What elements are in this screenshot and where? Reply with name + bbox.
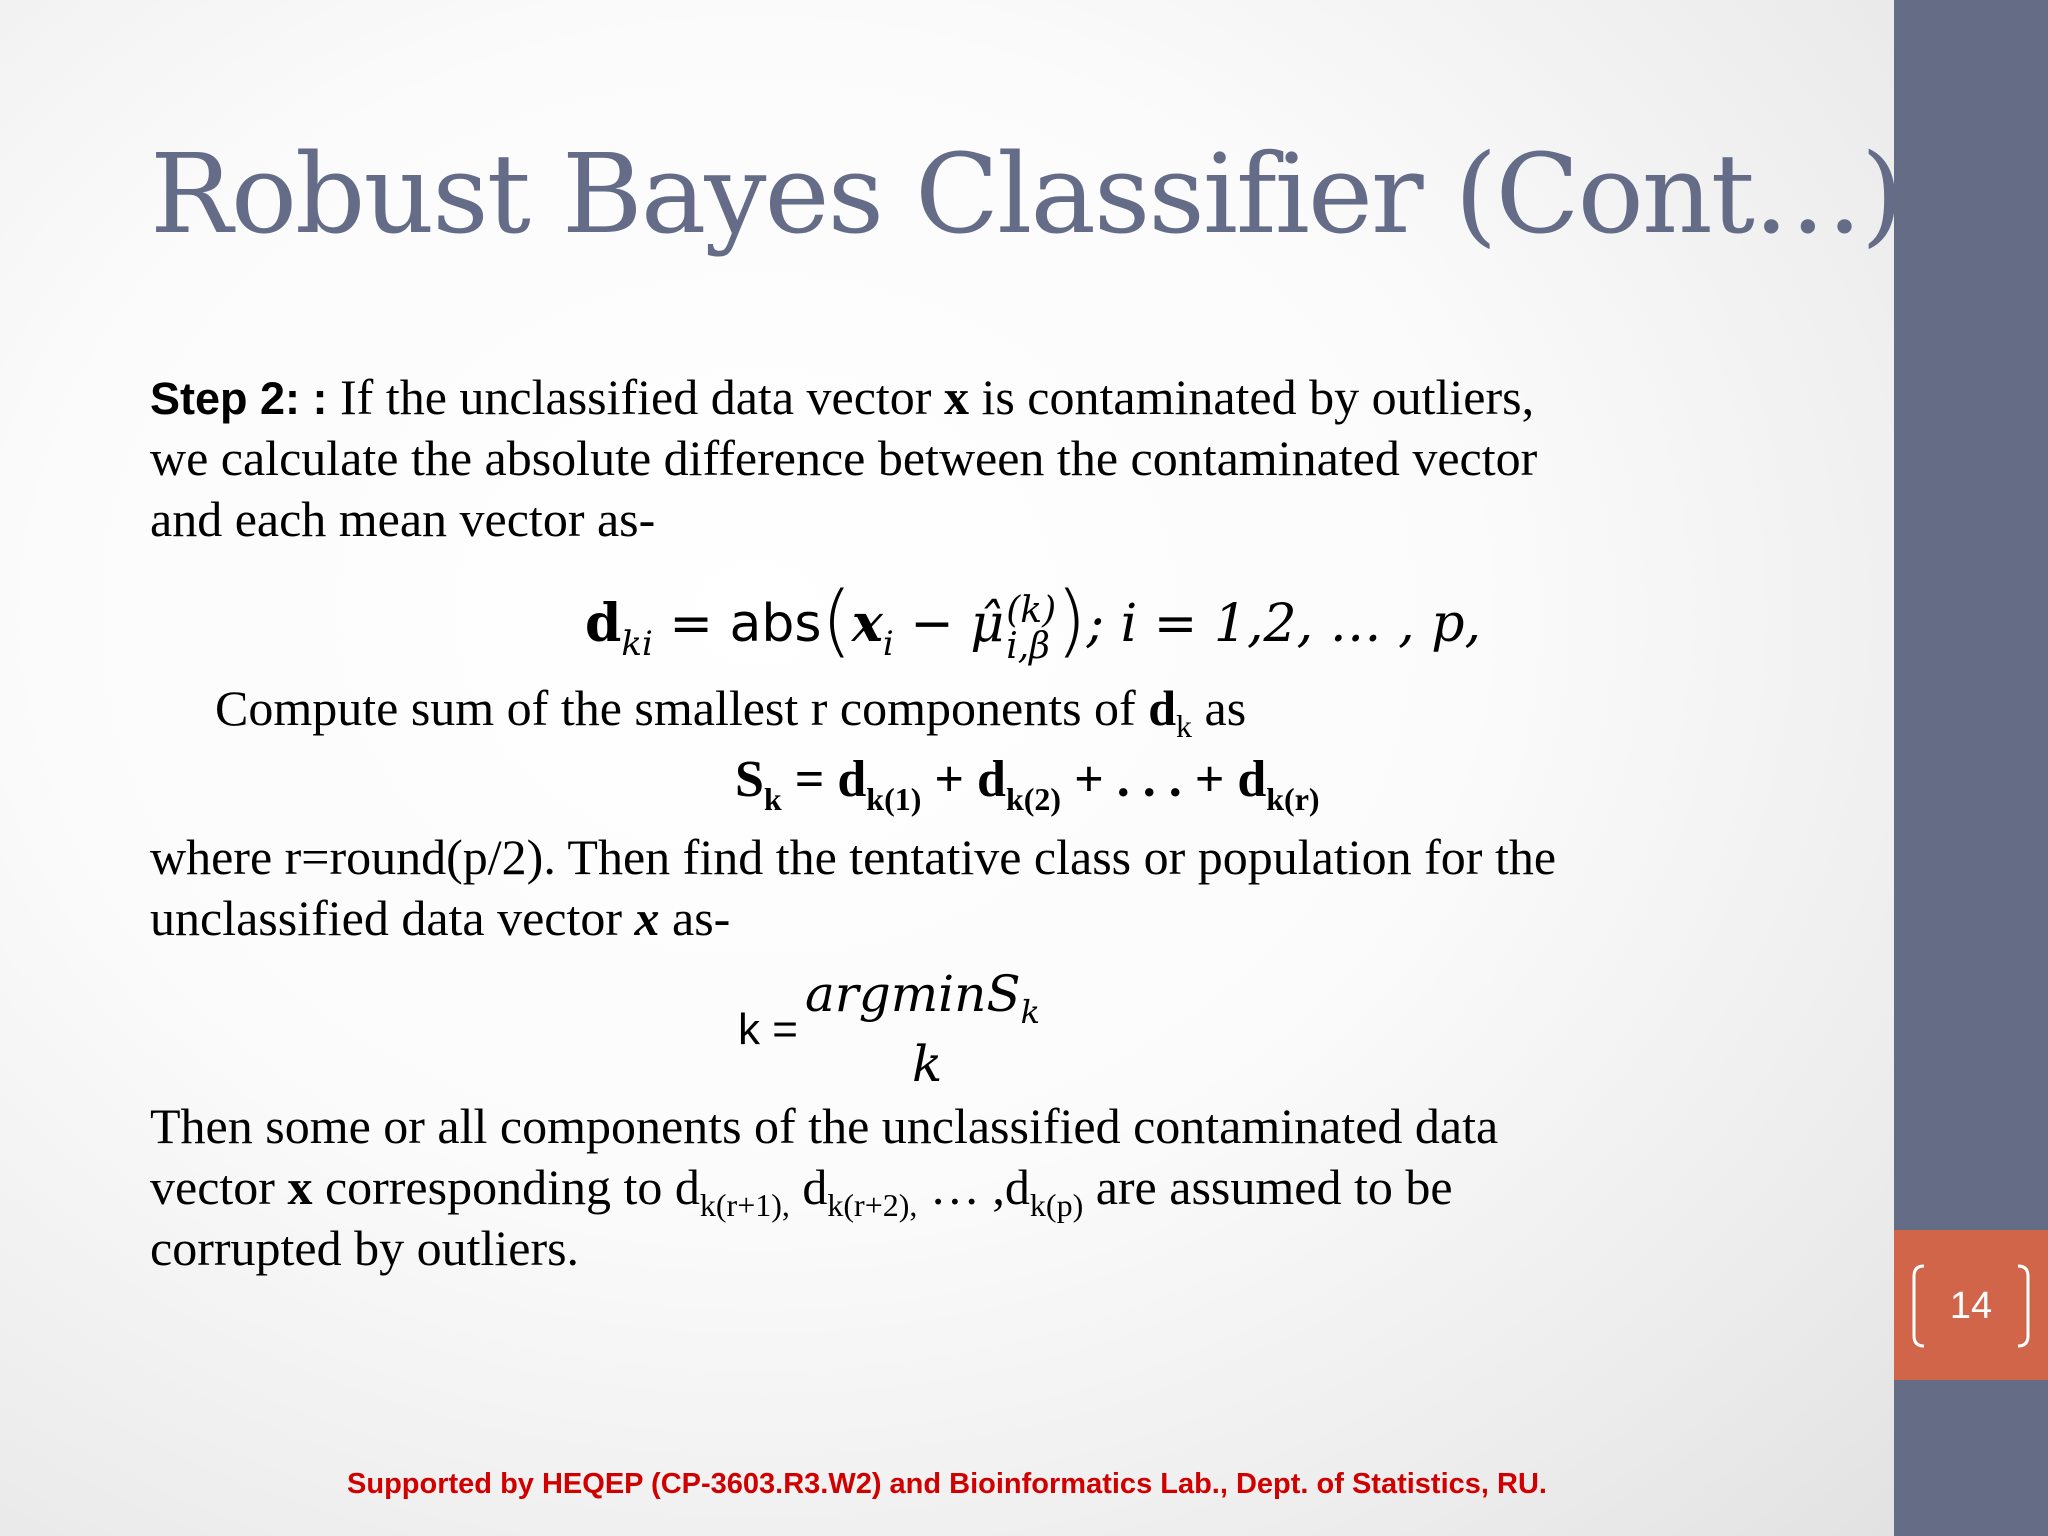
step-paragraph-line1: Step 2: : If the unclassified data vector x is contaminated by outliers, xyxy=(150,369,1535,425)
sum-formula: $S_k = d_{k(1)} + d_{k(2)}$ + . . . + $d_{k(r)}$ xyxy=(735,751,1320,817)
where-line1: where r=round(p/2). Then find the tentative class or population for the xyxy=(150,829,1557,885)
step-paragraph-line2: we calculate the absolute difference between the contaminated vector xyxy=(150,430,1538,486)
compute-line: Compute sum of the smallest r components of $d_k$ as xyxy=(215,680,1247,744)
vector-x: x xyxy=(943,369,969,425)
page-number: 14 xyxy=(1949,1285,1993,1327)
argmin-bottom: k xyxy=(912,1035,943,1093)
step-label: Step 2: : xyxy=(150,373,328,424)
argmin-lhs: k = xyxy=(738,1005,798,1054)
step-paragraph-line3: and each mean vector as- xyxy=(150,491,656,547)
conclusion-line1: Then some or all components of the unclassified contaminated data xyxy=(150,1098,1499,1154)
slide-title: Robust Bayes Classifier (Cont…) xyxy=(150,130,1902,258)
footer-credit: Supported by HEQEP (CP-3603.R3.W2) and Bioinformatics Lab., Dept. of Statistics, RU. xyxy=(347,1468,1547,1500)
conclusion-line2: vector x corresponding to $d_{k(r+1),}$ $d_{k(r+2),}$ … $,d_{k(p)}$ are assumed to be xyxy=(150,1159,1453,1223)
difference-formula: $d_{ki} = abs(x_i$ − μ̂ (k) i,β ); i = 1,2, … , p, xyxy=(585,576,1482,668)
conclusion-line3: corrupted by outliers. xyxy=(150,1220,580,1276)
argmin-top: argminS$_k$ xyxy=(805,965,1040,1031)
where-line2: unclassified data vector x as- xyxy=(150,890,731,946)
